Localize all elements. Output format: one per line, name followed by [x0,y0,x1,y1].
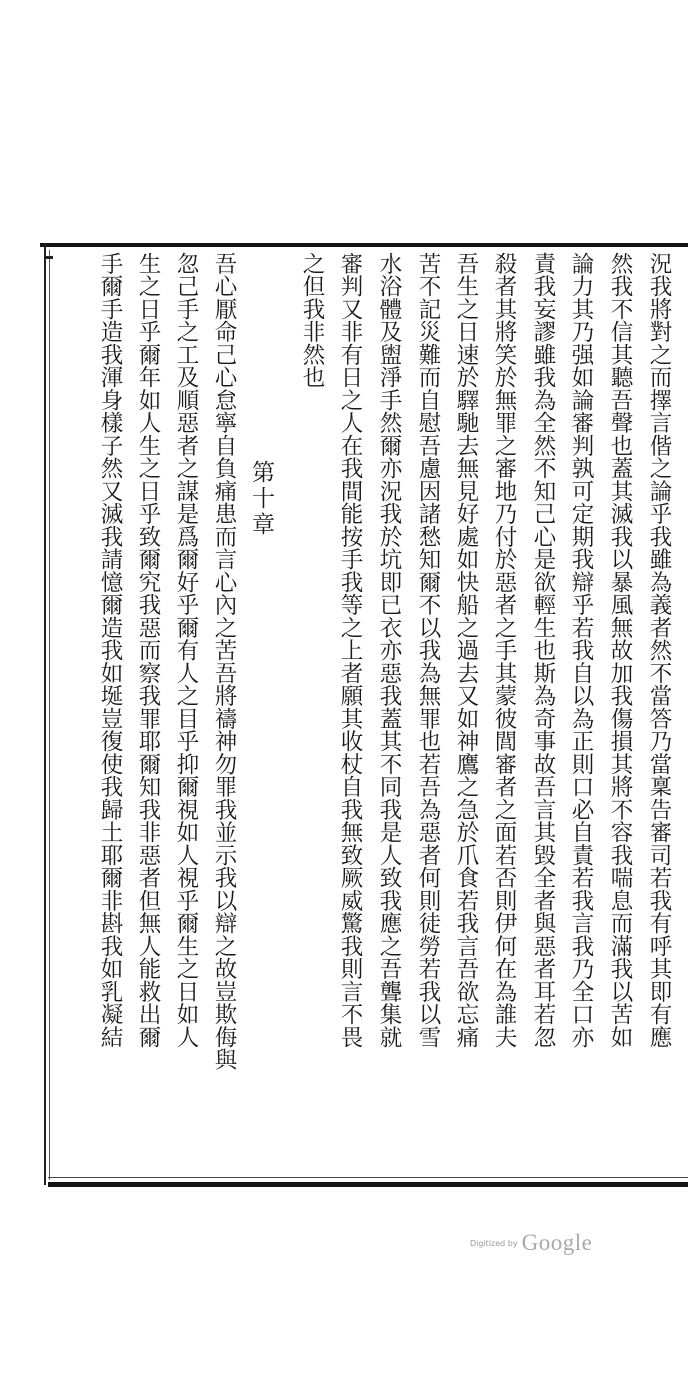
google-logo: Google [521,1230,593,1255]
border-tick-mark [44,256,53,259]
text-column-13: 生之日乎爾年如人生之日乎致爾究我惡而察我罪耶爾知我非惡者但無人能救出爾 [135,252,161,1049]
left-border-rule [44,243,46,1185]
text-column-9: 審判又非有日之人在我間能按手我等之上者願其收杖自我無致厥威驚我則言不畏 [337,252,363,1049]
text-column-3: 論力其乃强如論審判孰可定期我辯乎若我自以為正則口必自責若我言我乃全口亦 [568,252,594,1049]
digitized-by-label: Digitized by [470,1238,518,1248]
text-column-1: 況我將對之而擇言偕之論乎我雖為義者然不當答乃當稟告審司若我有呼其即有應 [646,252,672,1049]
text-column-7: 苦不記災難而自慰吾慮因諸愁知爾不以我為無罪也若吾為惡者何則徒勞若我以雪 [415,252,441,1049]
text-column-12: 忽己手之工及順惡者之謀是爲爾好乎爾有人之目乎抑爾視如人視乎爾生之日如人 [173,252,199,1049]
chapter-heading: 第十章 [248,460,274,538]
text-column-10: 之但我非然也 [299,252,325,389]
text-column-8: 水浴體及盥淨手然爾亦況我於坑即已衣亦惡我蓋其不同我是人致我應之吾聾集就 [376,252,402,1049]
top-border-rule [40,243,688,247]
text-column-4: 責我妄謬雖我為全然不知己心是欲輕生也斯為奇事故吾言其毀全者與惡者耳若忽 [530,252,556,1049]
text-column-2: 然我不信其聽吾聲也蓋其滅我以暴風無故加我傷損其將不容我喘息而滿我以苦如 [607,252,633,1049]
left-inner-rule [49,250,50,1180]
text-column-6: 吾生之日速於驛馳去無見好處如快船之過去又如神鷹之急於爪食若我言吾欲忘痛 [453,252,479,1049]
text-column-14: 手爾手造我渾身樣子然又滅我請憶爾造我如埏豈復使我歸土耶爾非斟我如乳凝結 [97,252,123,1049]
bottom-border-rule [48,1182,688,1187]
digitization-credit [470,1228,592,1258]
text-column-5: 殺者其將笑於無罪之審地乃付於惡者之手其蒙彼閭審者之面若否則伊何在為誰夫 [491,252,517,1049]
text-column-11: 吾心厭命己心怠寧自負痛患而言心內之苦吾將禱神勿罪我並示我以辯之故豈欺侮與 [211,252,237,1071]
